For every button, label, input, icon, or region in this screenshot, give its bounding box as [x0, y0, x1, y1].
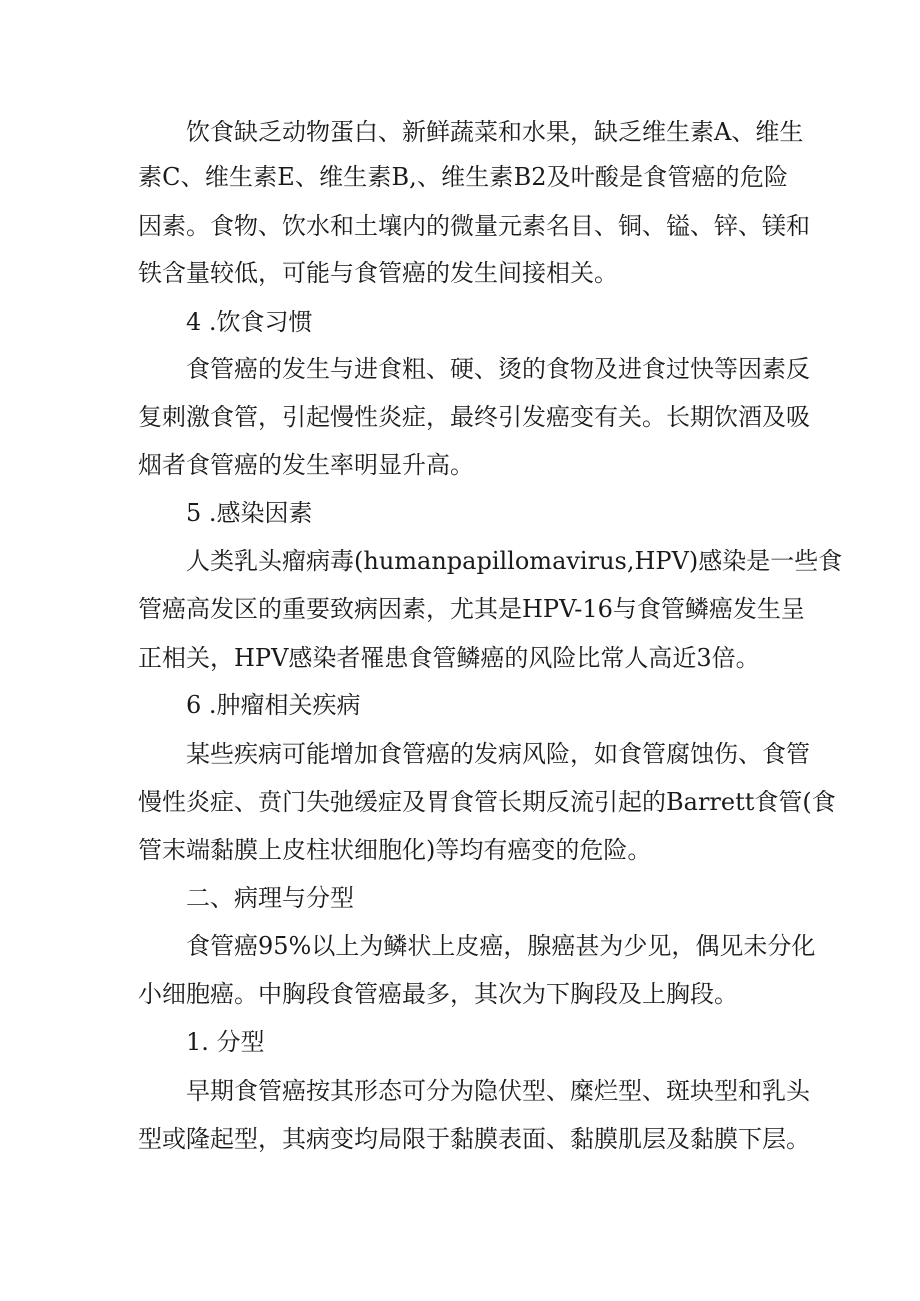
paragraph-line: 因素。食物、饮水和土壤内的微量元素名目、铜、镒、锌、镁和: [138, 212, 810, 240]
paragraph-line: 管末端黏膜上皮柱状细胞化)等均有癌变的危险。: [138, 836, 652, 864]
section-heading: 4 .饮食习惯: [186, 308, 313, 336]
section-heading: 6 .肿瘤相关疾病: [186, 691, 361, 719]
section-heading: 5 .感染因素: [186, 499, 313, 527]
paragraph-line: 型或隆起型，其病变均局限于黏膜表面、黏膜肌层及黏膜下层。: [138, 1125, 810, 1153]
paragraph-line: 烟者食管癌的发生率明显升高。: [138, 451, 474, 479]
paragraph-line: 早期食管癌按其形态可分为隐伏型、糜烂型、斑块型和乳头: [186, 1077, 810, 1105]
paragraph-line: 素C、维生素E、维生素B,、维生素B2及叶酸是食管癌的危险: [138, 163, 788, 191]
paragraph-line: 铁含量较低，可能与食管癌的发生间接相关。: [138, 259, 618, 287]
paragraph-line: 某些疾病可能增加食管癌的发病风险，如食管腐蚀伤、食管: [186, 740, 810, 768]
paragraph-line: 正相关，HPV感染者罹患食管鳞癌的风险比常人高近3倍。: [138, 644, 760, 672]
paragraph-line: 食管癌的发生与进食粗、硬、烫的食物及进食过快等因素反: [186, 355, 810, 383]
paragraph-line: 食管癌95%以上为鳞状上皮癌，腺癌甚为少见，偶见未分化: [186, 932, 816, 960]
paragraph-line: 复刺激食管，引起慢性炎症，最终引发癌变有关。长期饮酒及吸: [138, 403, 810, 431]
paragraph-line: 慢性炎症、贲门失弛缓症及胃食管长期反流引起的Barrett食管(食: [138, 788, 836, 816]
section-heading: 二、病理与分型: [186, 884, 354, 912]
paragraph-line: 小细胞癌。中胸段食管癌最多，其次为下胸段及上胸段。: [138, 980, 738, 1008]
paragraph-line: 管癌高发区的重要致病因素，尤其是HPV-16与食管鳞癌发生呈: [138, 595, 805, 623]
paragraph-line: 人类乳头瘤病毒(humanpapillomavirus,HPV)感染是一些食: [186, 547, 843, 575]
paragraph-line: 饮食缺乏动物蛋白、新鲜蔬菜和水果，缺乏维生素A、维生: [186, 118, 804, 146]
section-heading: 1. 分型: [186, 1028, 265, 1056]
